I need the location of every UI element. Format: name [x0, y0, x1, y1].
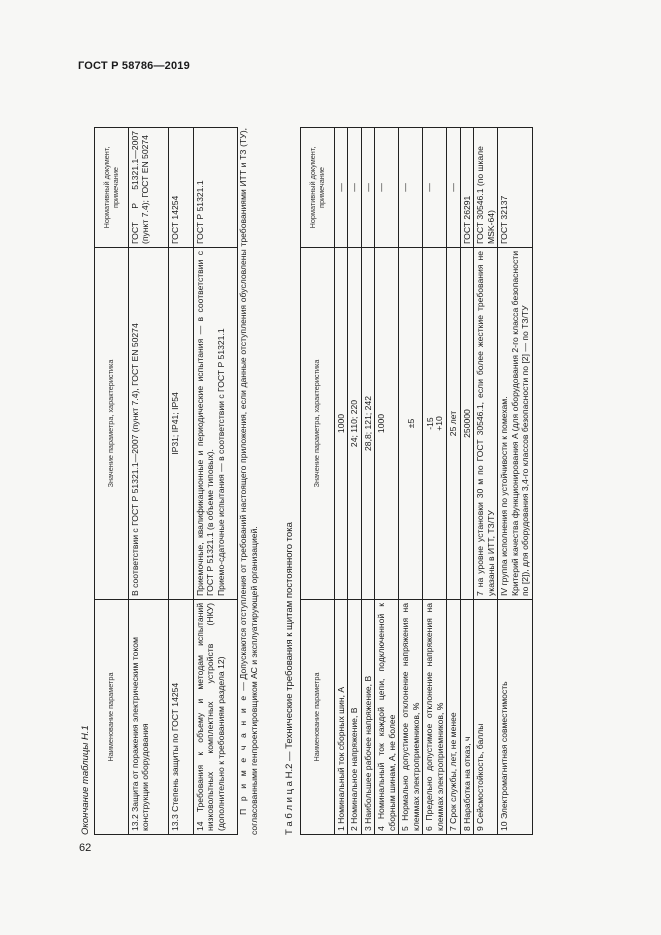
row-value: [498, 248, 532, 600]
value-line: Критерий качества функционирования A (для оборудования 2-го класса безопасности по [2]), для оборудования 3,4-го классов безопасности по [2] — по ТЗ/ТУ: [509, 251, 531, 596]
row-value: [423, 248, 447, 600]
table-row: [474, 128, 498, 835]
value-line: IV группа исполнения по устойчивости к помехам.: [499, 396, 510, 596]
table-row: [460, 128, 473, 835]
row-value: ±5: [399, 248, 423, 600]
row-doc: —: [335, 128, 348, 248]
document-header: ГОСТ Р 58786—2019: [78, 60, 190, 72]
value-lower: -15: [424, 417, 435, 430]
row-doc: —: [348, 128, 361, 248]
table-row: [169, 128, 194, 835]
row-doc: ГОСТ 26291: [460, 128, 473, 248]
value-line: Приемо-сдаточные испытания — в соответствии с ГОСТ Р 51321.1: [215, 328, 226, 596]
table2-col-value: Значение параметра, характеристика: [301, 248, 335, 600]
row-doc: —: [447, 128, 460, 248]
row-doc: —: [399, 128, 423, 248]
rotated-page-content: [78, 35, 661, 835]
table-row: [348, 128, 361, 835]
row-value: В соответствии с ГОСТ Р 51321.1—2007 (пункт 7.4), ГОСТ EN 50274: [129, 248, 169, 600]
row-name: 9 Сейсмостойкость, баллы: [474, 600, 498, 835]
row-name: 4 Номинальный ток каждой цепи, подключенной к сборным шинам, А, не более: [375, 600, 399, 835]
table-row: [447, 128, 460, 835]
table-h2: [300, 127, 533, 835]
table1-col-name: Наименование параметра: [95, 600, 129, 835]
note-label: П р и м е ч а н и е: [238, 693, 248, 815]
table1-col-doc: Нормативный документ, примечание: [95, 128, 129, 248]
table-row: [129, 128, 169, 835]
row-doc: —: [423, 128, 447, 248]
table2-header-row: [301, 128, 335, 835]
row-value: 1000: [335, 248, 348, 600]
row-name: 1 Номинальный ток сборных шин, А: [335, 600, 348, 835]
table-row: [498, 128, 532, 835]
table-h1-end: [94, 127, 238, 835]
row-value: [194, 248, 238, 600]
row-value: 28,8; 121; 242: [361, 248, 374, 600]
value-upper: +10: [433, 416, 444, 431]
row-name: 3 Наибольшее рабочее напряжение, В: [361, 600, 374, 835]
row-name: 13.2 Защита от поражения электрическим током конструкции оборудования: [129, 600, 169, 835]
row-value: IP31; IP41; IP54: [169, 248, 194, 600]
table2-col-doc: Нормативный документ, примечание: [301, 128, 335, 248]
table-row: [399, 128, 423, 835]
note-text: — Допускаются отступления от требований настоящего приложения, если данные отступления обусловлены требованиями ИТТ и ТЗ (ТУ), согласованными генпроектировщиком АС и эксплуатирующей организацией.: [238, 128, 259, 835]
table-row: [375, 128, 399, 835]
value-line: Приемочные, квалификационные и периодические испытания — в соответствии с ГОСТ Р 51321.1 (в объеме типовых).: [195, 251, 216, 596]
row-name: 8 Наработка на отказ, ч: [460, 600, 473, 835]
row-name: 6 Предельно допустимое отклонение напряжения на клеммах электроприемников, %: [423, 600, 447, 835]
table1-col-value: Значение параметра, характеристика: [95, 248, 129, 600]
table1-caption: Окончание таблицы Н.1: [80, 725, 91, 835]
row-value: 24; 110; 220: [348, 248, 361, 600]
table-row: [335, 128, 348, 835]
row-doc: ГОСТ 14254: [169, 128, 194, 248]
row-name: 2 Номинальное напряжение, В: [348, 600, 361, 835]
row-value: 250000: [460, 248, 473, 600]
row-value: 25 лет: [447, 248, 460, 600]
row-doc: ГОСТ Р 51321.1—2007 (пункт 7.4); ГОСТ EN 50274: [129, 128, 169, 248]
table2-title: Т а б л и ц а Н.2 — Технические требования к щитам постоянного тока: [284, 522, 295, 835]
row-name: 13.3 Степень защиты по ГОСТ 14254: [169, 600, 194, 835]
page-number: 62: [79, 842, 92, 854]
row-doc: ГОСТ 30546.1 (по шкале MSK-64): [474, 128, 498, 248]
table-row: [423, 128, 447, 835]
row-value: 7 на уровне установки 30 м по ГОСТ 30546.1, если более жесткие требования не указаны в ИТТ, ТЗ/ТУ: [474, 248, 498, 600]
row-doc: ГОСТ Р 51321.1: [194, 128, 238, 248]
row-name: 14 Требования к объему и методам испытаний низковольтных комплектных устройств (НКУ) (дополнительно к требованиям раздела 12): [194, 600, 238, 835]
row-name: 5 Нормально допустимое отклонение напряжения на клеммах электроприемников, %: [399, 600, 423, 835]
table2-col-name: Наименование параметра: [301, 600, 335, 835]
table-row: [361, 128, 374, 835]
table1-header-row: [95, 128, 129, 835]
table1-note: [238, 128, 259, 835]
row-value: 1000: [375, 248, 399, 600]
row-name: 7 Срок службы, лет, не менее: [447, 600, 460, 835]
row-doc: —: [361, 128, 374, 248]
row-doc: —: [375, 128, 399, 248]
row-name: 10 Электромагнитная совместимость: [498, 600, 532, 835]
table-row: [194, 128, 238, 835]
row-doc: ГОСТ 32137: [498, 128, 532, 248]
